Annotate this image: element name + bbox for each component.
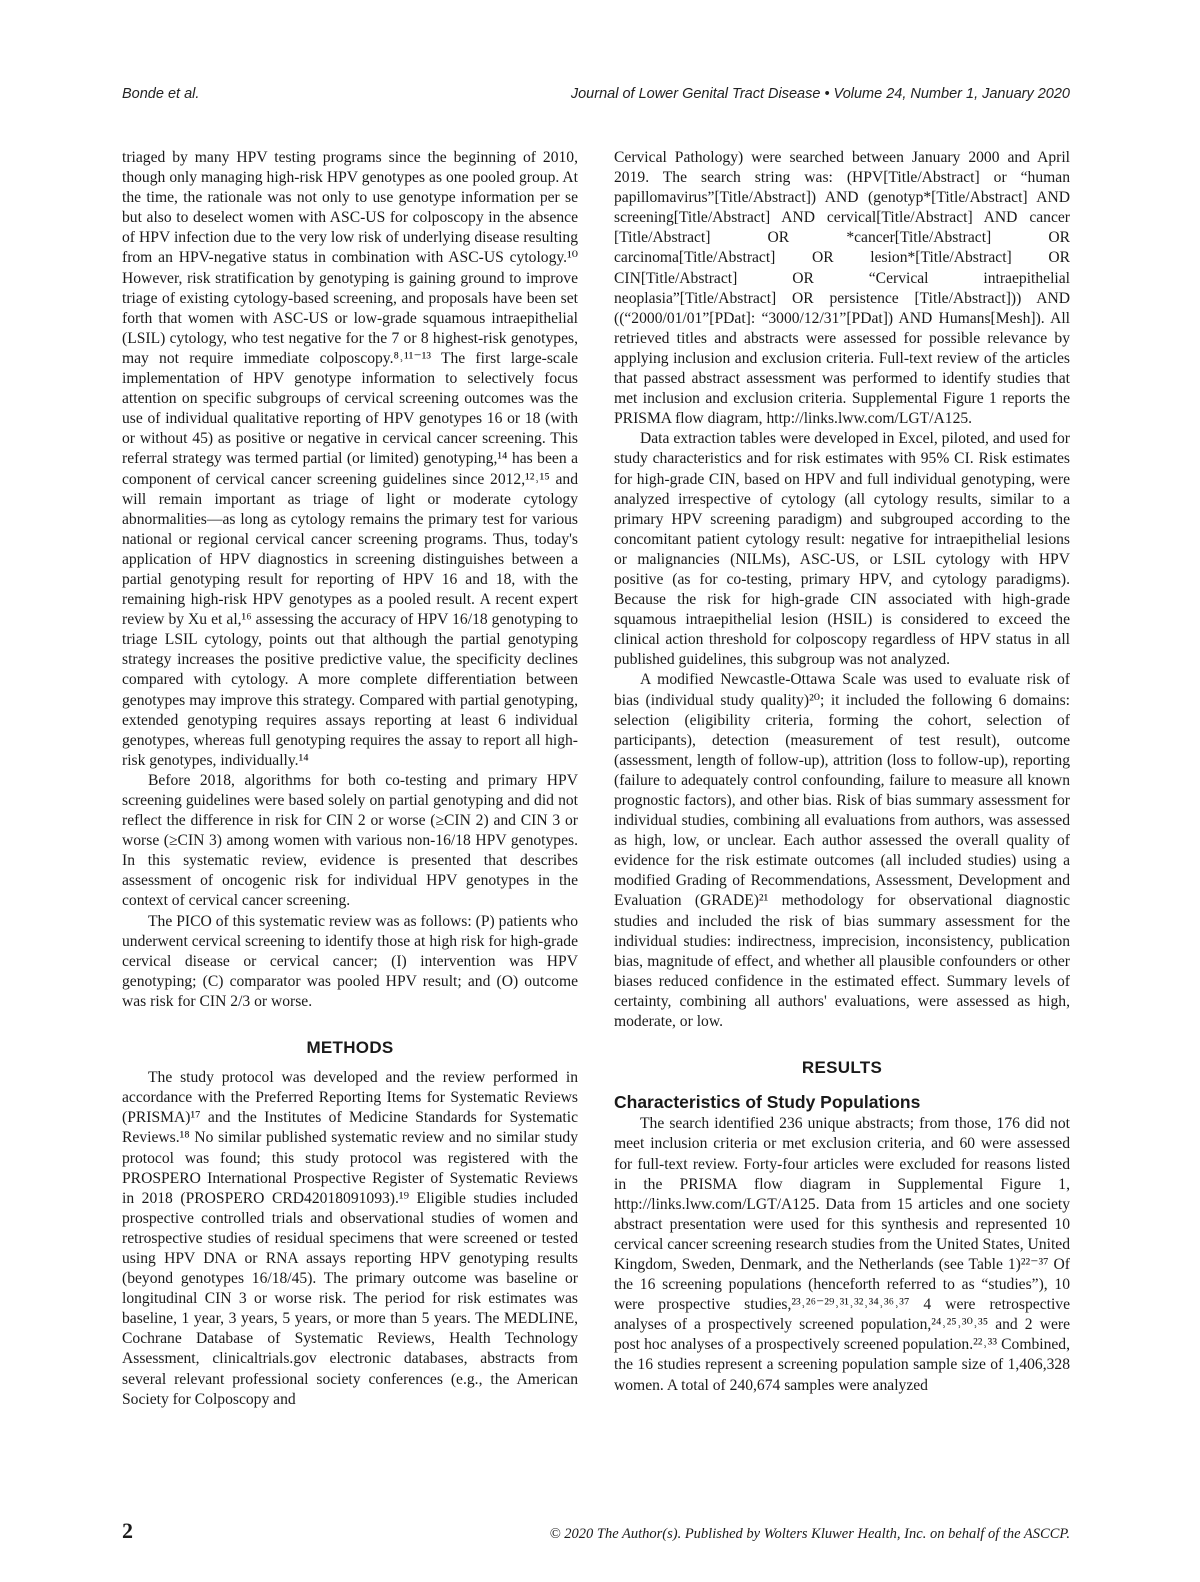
body-paragraph: triaged by many HPV testing programs since the beginning of 2010, though only managing high-risk HPV genotypes as one pooled group. At the time, the rationale was not only to use genotype information per se but also to deselect women with ASC-US for colposcopy in the absence of HPV infection due to the very low risk of underlying disease resulting from an HPV-negative status in combination with ASC-US cytology.¹⁰ However, risk stratification by genotyping is gaining ground to improve triage of existing cytology-based screening, and proposals have been set forth that women with ASC-US or low-grade squamous intraepithelial (LSIL) cytology, who test negative for the 7 or 8 highest-risk genotypes, may not require immediate colposcopy.⁸˒¹¹⁻¹³ The first large-scale implementation of HPV genotype information to selectively focus attention on specific subgroups of cervical screening outcomes was the use of individual qualitative reporting of HPV genotypes 16 or 18 (with or without 45) as positive or negative in cervical cancer screening. This referral strategy was termed partial (or limited) genotyping,¹⁴ has been a component of cervical cancer screening guidelines since 2012,¹²˒¹⁵ and will remain important as triage of light or moderate cytology abnormalities—as long as cytology remains the primary test for various national or regional cervical cancer screening programs. Thus, today's application of HPV diagnostics in screening distinguishes between a partial genotyping result for reporting of HPV 16 and 18, with the remaining high-risk HPV genotypes as a pooled result. A recent expert review by Xu et al,¹⁶ assessing the accuracy of HPV 16/18 genotyping to triage LSIL cytology, points out that although the partial genotyping strategy increases the positive predictive value, the specificity declines compared with cytology. A more complete differentiation between genotypes may improve this strategy. Compared with partial genotyping, extended genotyping requires assays reporting at least 6 individual genotypes, whereas full genotyping requires the assay to report all high-risk genotypes, individually.¹⁴ xyxy=(122,149,578,769)
body-paragraph: The search identified 236 unique abstracts; from those, 176 did not meet inclusion criteria or met exclusion criteria, and 60 were assessed for full-text review. Forty-four articles were excluded for reasons listed in the PRISMA flow diagram in Supplemental Figure 1, http://links.lww.com/LGT/A125. Data from 15 articles and one society abstract presentation were used for this synthesis and represented 10 cervical cancer screening research studies from the United States, United Kingdom, Sweden, Denmark, and the Netherlands (see Table 1)²²⁻³⁷ Of the 16 screening populations (henceforth referred to as “studies”), 10 were prospective studies,²³˒²⁶⁻²⁹˒³¹˒³²˒³⁴˒³⁶˒³⁷ 4 were retrospective analyses of a prospectively screened population,²⁴˒²⁵˒³⁰˒³⁵ and 2 were post hoc analyses of a prospectively screened population.²²˒³³ Combined, the 16 studies represent a screening population sample size of 1,406,328 women. A total of 240,674 samples were analyzed xyxy=(614,1115,1070,1394)
body-paragraph: Data extraction tables were developed in Excel, piloted, and used for study characteristics and for risk estimates with 95% CI. Risk estimates for high-grade CIN, based on HPV and full individual genotyping, were analyzed irrespective of cytology (all cytology results, similar to a primary HPV screening paradigm) and subgrouped according to the concomitant patient cytology result: negative for intraepithelial lesions or malignancies (NILMs), ASC-US, or LSIL cytology with HPV positive (as for co-testing, primary HPV, and cytology paradigms). Because the risk for high-grade CIN associated with high-grade squamous intraepithelial lesion (HSIL) is considered to exceed the clinical action threshold for colposcopy regardless of HPV status in all published guidelines, this subgroup was not analyzed. xyxy=(614,430,1070,669)
left-column xyxy=(122,148,578,1410)
running-head-journal: Journal of Lower Genital Tract Disease • Volume 24, Number 1, January 2020 xyxy=(570,86,1070,102)
page-footer xyxy=(122,1518,1070,1544)
page-number: 2 xyxy=(122,1518,133,1543)
section-heading-results: RESULTS xyxy=(801,1058,883,1078)
body-paragraph: Before 2018, algorithms for both co-testing and primary HPV screening guidelines were based solely on partial genotyping and did not reflect the difference in risk for CIN 2 or worse (≥CIN 2) and CIN 3 or worse (≥CIN 3) among women with various non-16/18 HPV genotypes. In this systematic review, evidence is presented that describes assessment of oncogenic risk for individual HPV genotypes in the context of cervical cancer screening. xyxy=(122,771,578,910)
section-heading-methods: METHODS xyxy=(306,1038,394,1058)
subsection-heading: Characteristics of Study Populations xyxy=(614,1092,921,1113)
running-head-author: Bonde et al. xyxy=(122,86,200,102)
right-column xyxy=(614,148,1070,1396)
body-paragraph: Cervical Pathology) were searched between January 2000 and April 2019. The search string was: (HPV[Title/Abstract] or “human papillomavirus”[Title/Abstract]) AND (genotyp*[Title/Abstract] AND screening[Title/Abstract] AND cervical[Title/Abstract] AND cancer [Title/Abstract] OR *cancer[Title/Abstract] OR carcinoma[Title/Abstract] OR lesion*[Title/Abstract] OR CIN[Title/Abstract] OR “Cervical intraepithelial neoplasia”[Title/Abstract] OR persistence [Title/Abstract])) AND ((“2000/01/01”[PDat]: “3000/12/31”[PDat]) AND Humans[Mesh]). All retrieved titles and abstracts were assessed for possible relevance by applying inclusion and exclusion criteria. Full-text review of the articles that passed abstract assessment was performed to identify studies that met inclusion and exclusion criteria. Supplemental Figure 1 reports the PRISMA flow diagram, http://links.lww.com/LGT/A125. xyxy=(614,149,1070,428)
running-head xyxy=(122,86,1070,102)
body-paragraph: The study protocol was developed and the review performed in accordance with the Preferred Reporting Items for Systematic Reviews (PRISMA)¹⁷ and the Institutes of Medicine Standards for Systematic Reviews.¹⁸ No similar published systematic review and no similar study protocol was found; this study protocol was registered with the PROSPERO International Prospective Register of Systematic Reviews in 2018 (PROSPERO CRD42018091093).¹⁹ Eligible studies included prospective controlled trials and observational studies of women and retrospective studies of residual specimens that were screened or tested using HPV DNA or RNA assays reporting HPV genotyping results (beyond genotypes 16/18/45). The primary outcome was baseline or longitudinal CIN 3 or worse risk. The period for risk estimates was baseline, 1 year, 3 years, 5 years, or more than 5 years. The MEDLINE, Cochrane Database of Systematic Reviews, Health Technology Assessment, clinicaltrials.gov electronic databases, abstracts from several relevant professional society conferences (e.g., the American Society for Colposcopy and xyxy=(122,1069,578,1408)
copyright-notice: © 2020 The Author(s). Published by Wolters Kluwer Health, Inc. on behalf of the ASCCP. xyxy=(549,1526,1070,1542)
body-paragraph: The PICO of this systematic review was as follows: (P) patients who underwent cervical screening to identify those at high risk for high-grade cervical disease or cervical cancer; (I) intervention was HPV genotyping; (C) comparator was pooled HPV result; and (O) outcome was risk for CIN 2/3 or worse. xyxy=(122,912,578,1010)
body-paragraph: A modified Newcastle-Ottawa Scale was used to evaluate risk of bias (individual study quality)²⁰; it included the following 6 domains: selection (eligibility criteria, forming the cohort, selection of participants), detection (measurement of test result), outcome (assessment, length of follow-up), attrition (loss to follow-up), reporting (failure to adequately control confounding, failure to measure all known prognostic factors), and other bias. Risk of bias summary assessment for individual studies, combining all evaluations from authors, was assessed as high, low, or unclear. Each author assessed the overall quality of evidence for the risk estimate outcomes (all included studies) using a modified Grading of Recommendations, Assessment, Development and Evaluation (GRADE)²¹ methodology for observational diagnostic studies and included the risk of bias summary assessment for the individual studies: indirectness, imprecision, inconsistency, publication bias, magnitude of effect, and whether all plausible confounders or other biases reduced confidence in the estimated effect. Summary levels of certainty, combining all authors' evaluations, were assessed as high, moderate, or low. xyxy=(614,671,1070,1031)
